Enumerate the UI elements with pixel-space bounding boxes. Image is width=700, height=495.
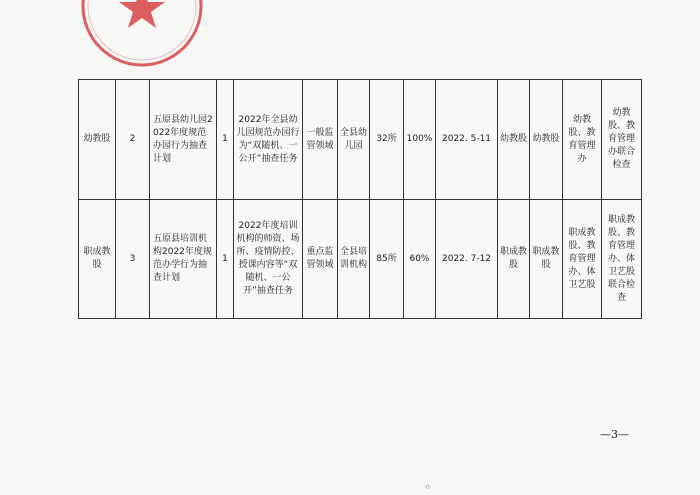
cell-scope: 全县幼儿园 xyxy=(338,80,370,200)
cell-task: 2022年度培训机构的师资、场所、疫情防控、授课内容等“双随机、一公开”抽查任务 xyxy=(234,200,303,319)
table-row xyxy=(79,200,642,319)
cell-no: 2 xyxy=(116,80,150,200)
cell-org: 职成教股 xyxy=(498,200,530,319)
cell-no: 3 xyxy=(116,200,150,319)
cell-total: 32所 xyxy=(370,80,404,200)
cell-count: 1 xyxy=(217,80,234,200)
cell-count: 1 xyxy=(217,200,234,319)
seal-star-icon xyxy=(119,0,165,28)
cell-ratio: 60% xyxy=(404,200,436,319)
cell-joint: 幼教股、教育管理办联合检查 xyxy=(602,80,642,200)
cell-period: 2022. 5-11 xyxy=(436,80,498,200)
cell-dept: 幼教股 xyxy=(79,80,116,200)
cell-total: 85所 xyxy=(370,200,404,319)
table-row xyxy=(79,80,642,200)
cell-joint: 职成教股、教育管理办、体卫艺股联合检查 xyxy=(602,200,642,319)
official-seal xyxy=(78,0,206,70)
cell-dept: 职成教股 xyxy=(79,200,116,319)
footer-mark: ·0· xyxy=(424,484,432,491)
cell-scope: 全县培训机构 xyxy=(338,200,370,319)
cell-level: 重点监管领域 xyxy=(303,200,338,319)
cell-ratio: 100% xyxy=(404,80,436,200)
cell-org: 幼教股 xyxy=(498,80,530,200)
cell-exec: 幼教股 xyxy=(530,80,563,200)
cell-level: 一般监管领域 xyxy=(303,80,338,200)
cell-plan: 五原县培训机构2022年度规范办学行为抽查计划 xyxy=(150,200,217,319)
cell-staff: 职成教股、教育管理办、体卫艺股 xyxy=(563,200,602,319)
cell-exec: 职成教股 xyxy=(530,200,563,319)
cell-staff: 幼教股、教育管理办 xyxy=(563,80,602,200)
page-number: —3— xyxy=(600,428,629,441)
cell-task: 2022年全县幼儿园规范办园行为“双随机、一公开”抽查任务 xyxy=(234,80,303,200)
cell-plan: 五原县幼儿园2022年度规范办园行为抽查计划 xyxy=(150,80,217,200)
cell-period: 2022. 7-12 xyxy=(436,200,498,319)
inspection-plan-table xyxy=(78,79,642,319)
